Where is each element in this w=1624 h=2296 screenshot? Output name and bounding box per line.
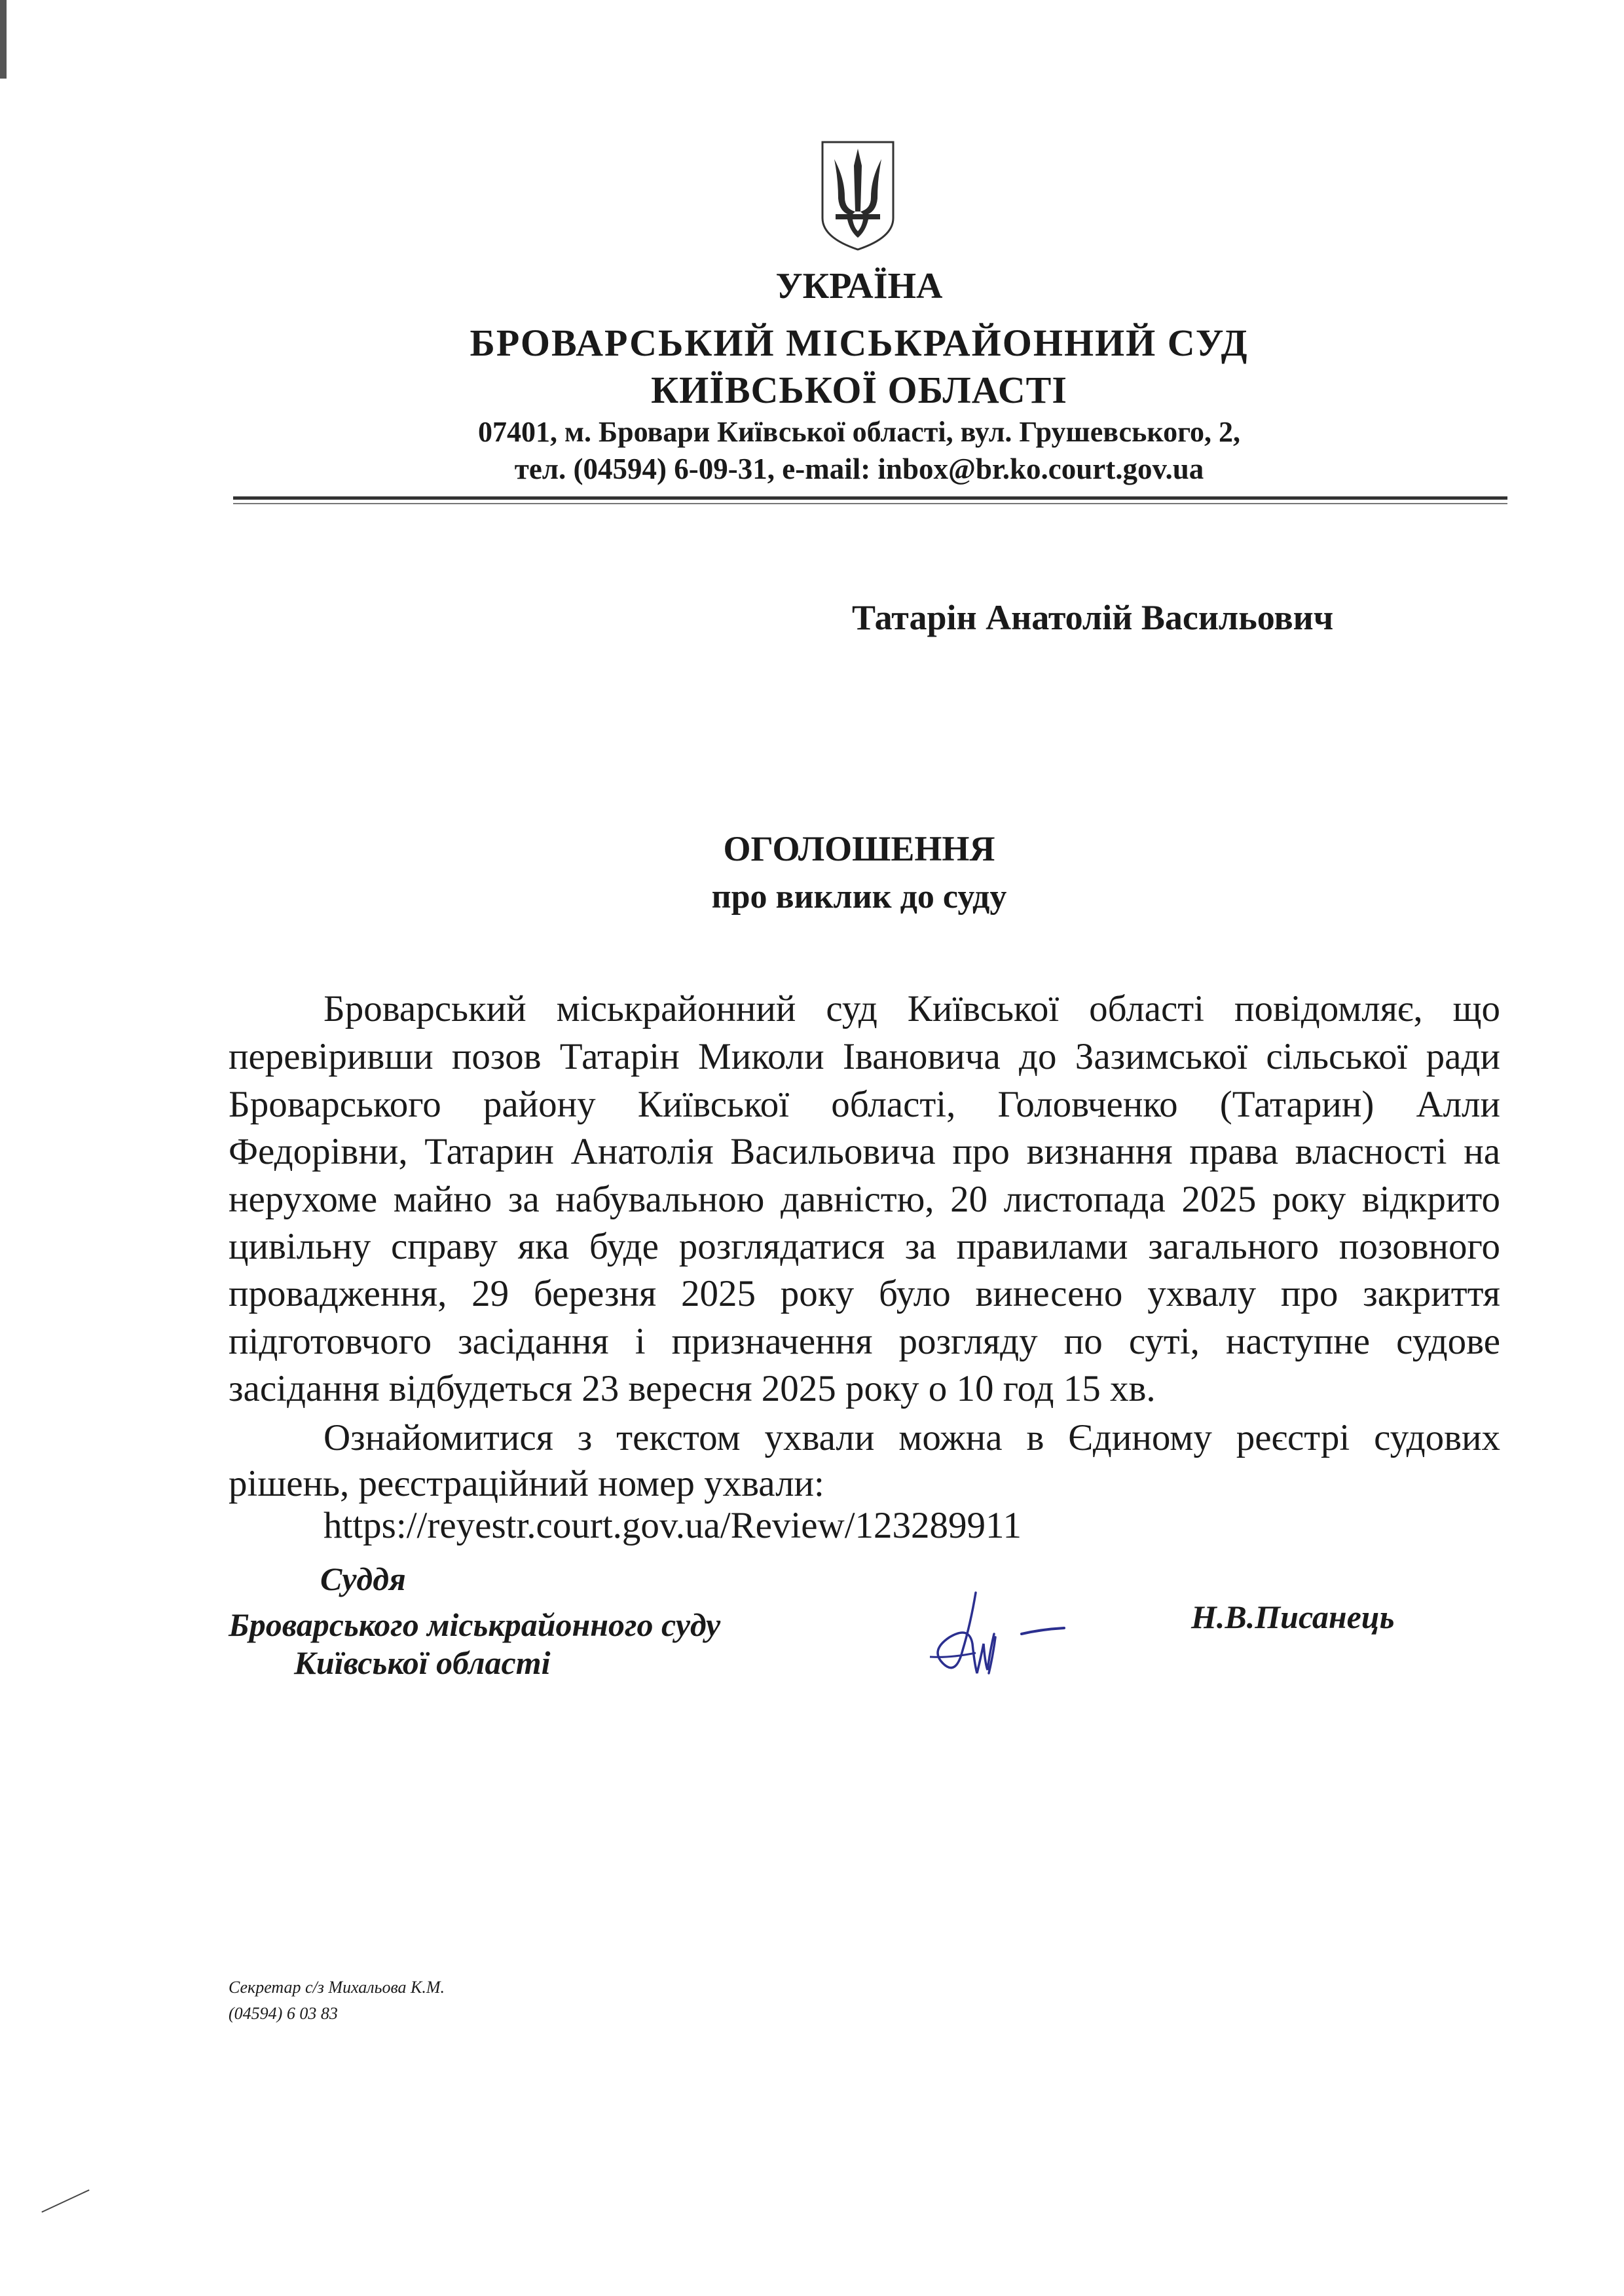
body-line: провадження, 29 березня 2025 року було винесено ухвалу про закриття [229,1273,1500,1314]
secretary-phone: (04594) 6 03 83 [229,2004,338,2023]
body-line: Броварського району Київської області, Головченко (Татарин) Алли [229,1084,1500,1125]
notice-title: ОГОЛОШЕННЯ [723,829,995,868]
notice-subtitle: про виклик до суду [711,878,1007,916]
addressee-name: Татарін Анатолій Васильович [852,598,1334,637]
scan-corner-mark [41,2189,89,2213]
judge-region: Київської області [294,1644,551,1681]
judge-name: Н.В.Писанець [1191,1599,1395,1635]
court-contacts: тел. (04594) 6-09-31, e-mail: inbox@br.ko.court.gov.ua [514,453,1204,485]
body-line: засідання відбудеться 23 вересня 2025 року о 10 год 15 хв. [229,1368,1156,1409]
body-line: Федорівни, Татарин Анатолія Васильовича про визнання права власності на [229,1131,1500,1172]
court-region: КИЇВСЬКОЇ ОБЛАСТІ [651,369,1067,411]
body-line: перевіривши позов Татарін Миколи Івановича до Зазимської сільської ради [229,1036,1500,1077]
court-name: БРОВАРСЬКИЙ МІСЬКРАЙОННИЙ СУД [470,322,1249,364]
body-line: рішень, реєстраційний номер ухвали: [229,1463,824,1504]
body-line: цивільну справу яка буде розглядатися за правилами загального позовного [229,1226,1500,1267]
registry-link[interactable]: https://reyestr.court.gov.ua/Review/123289911 [323,1505,1022,1546]
judge-title: Суддя [320,1561,406,1597]
body-line: нерухоме майно за набувальною давністю, 20 листопада 2025 року відкрито [229,1179,1500,1220]
secretary-name: Секретар с/з Михальова К.М. [229,1978,445,1997]
header-divider [233,496,1507,500]
judge-court: Броварського міськрайонного суду [229,1606,721,1643]
court-address: 07401, м. Бровари Київської області, вул. Грушевського, 2, [478,416,1240,448]
trident-icon [819,139,897,251]
scan-edge-mark [0,0,7,79]
body-line: Ознайомитися з текстом ухвали можна в Єдиному реєстрі судових [323,1417,1500,1458]
country-heading: УКРАЇНА [775,266,943,306]
header-divider-thin [233,503,1507,504]
handwritten-signature [910,1585,1120,1683]
body-line: підготовчого засідання і призначення розгляду по суті, наступне судове [229,1321,1500,1362]
body-line: Броварський міськрайонний суд Київської області повідомляє, що [323,988,1500,1029]
